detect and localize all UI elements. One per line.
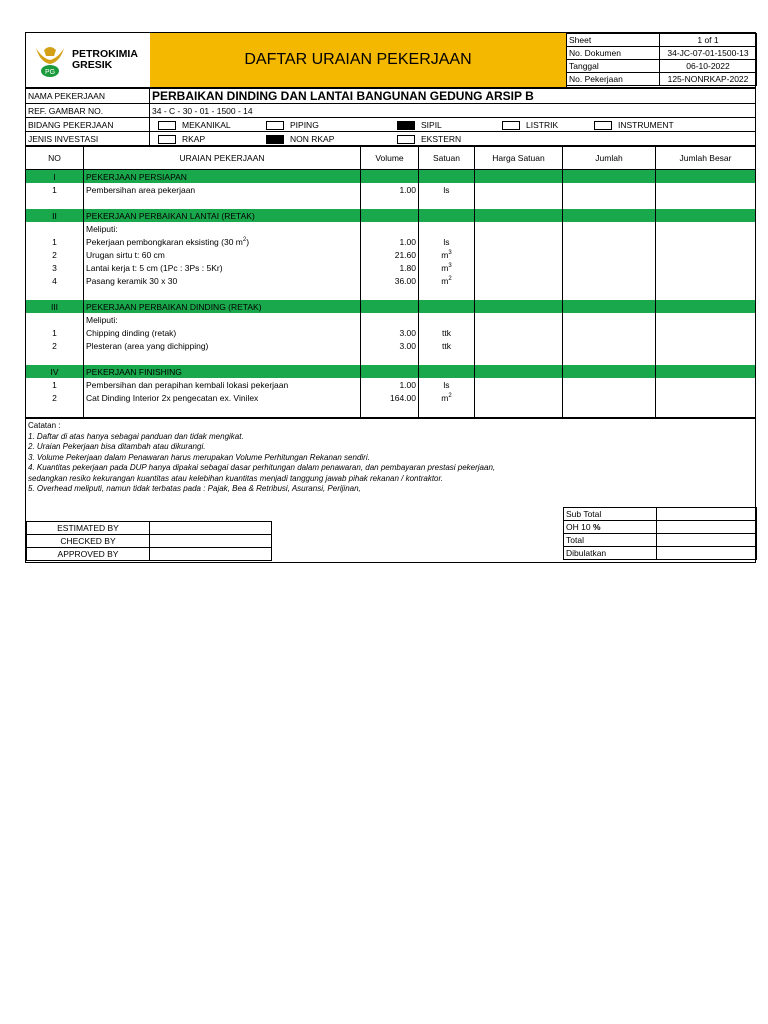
meliputi-label: Meliputi: (84, 222, 361, 235)
item-no: 1 (26, 235, 84, 248)
item-desc: Pekerjaan pembongkaran eksisting (30 $m^2$) (84, 235, 361, 248)
nama-value: PERBAIKAN DINDING DAN LANTAI BANGUNAN GEDUNG ARSIP B (150, 89, 756, 104)
checked-by-label: CHECKED BY (27, 535, 150, 548)
item-volume: 1.00 (361, 378, 419, 391)
item-desc: Urugan sirtu t: 60 cm (84, 248, 361, 261)
checkbox-piping[interactable]: PIPING (266, 120, 319, 130)
note-line: 5. Overhead meliputi, namun tidak terbatas pada : Pajak, Bea & Retribusi, Asuransi, Perijinan, (28, 484, 361, 493)
nama-label: NAMA PEKERJAAN (26, 89, 150, 104)
col-volume: Volume (361, 147, 419, 170)
notes-title: Catatan : (28, 421, 61, 430)
meta-value: 1 of 1 (660, 34, 757, 47)
section-title: PEKERJAAN FINISHING (84, 365, 361, 378)
blank-row (26, 196, 756, 209)
company-name-line2: GRESIK (72, 59, 113, 71)
total-value (657, 534, 757, 547)
col-harga-satuan: Harga Satuan (475, 147, 563, 170)
section-no: II (26, 209, 84, 222)
checkbox-sipil[interactable]: SIPIL (397, 120, 442, 130)
blank-row (26, 404, 756, 418)
item-no: 4 (26, 274, 84, 287)
meta-value: 34-JC-07-01-1500-13 (660, 47, 757, 60)
totals-table (563, 507, 757, 560)
col-uraian: URAIAN PEKERJAAN (84, 147, 361, 170)
work-items-table (25, 146, 756, 418)
table-row (26, 378, 756, 391)
item-desc: Cat Dinding Interior 2x pengecatan ex. Vinilex (84, 391, 361, 404)
section-no: III (26, 300, 84, 313)
item-unit: $m^2$ (419, 274, 475, 287)
checkbox-rkap[interactable]: RKAP (158, 134, 205, 144)
estimated-by-field[interactable] (150, 522, 272, 535)
checkbox-instrument[interactable]: INSTRUMENT (594, 120, 674, 130)
section-title: PEKERJAAN PERSIAPAN (84, 170, 361, 184)
meta-row-pekerjaan (567, 73, 757, 86)
item-unit: ls (419, 235, 475, 248)
meta-value: 06-10-2022 (660, 60, 757, 73)
item-no: 2 (26, 339, 84, 352)
item-volume: 1.00 (361, 183, 419, 196)
table-header-row (26, 147, 756, 170)
meliputi-row (26, 222, 756, 235)
checkbox-mekanikal[interactable]: MEKANIKAL (158, 120, 231, 130)
meta-label: Sheet (567, 34, 660, 47)
item-desc: Pasang keramik 30 x 30 (84, 274, 361, 287)
blank-row (26, 352, 756, 365)
meta-label: No. Pekerjaan (567, 73, 660, 86)
meliputi-row (26, 313, 756, 326)
document-sheet (25, 32, 756, 563)
item-unit: ttk (419, 339, 475, 352)
item-no: 1 (26, 378, 84, 391)
item-unit: ls (419, 378, 475, 391)
table-row (26, 248, 756, 261)
col-jumlah-besar: Jumlah Besar (656, 147, 756, 170)
notes-footer (25, 418, 756, 563)
sub-total-value (657, 508, 757, 521)
oh-label: OH 10 % (564, 521, 657, 534)
note-line: 2. Uraian Pekerjaan bisa ditambah atau dikurangi. (28, 442, 206, 451)
item-unit: $m^3$ (419, 261, 475, 274)
item-no: 1 (26, 183, 84, 196)
meta-label: No. Dokumen (567, 47, 660, 60)
checked-by-field[interactable] (150, 535, 272, 548)
meta-row-tanggal (567, 60, 757, 73)
table-row (26, 274, 756, 287)
table-row (26, 235, 756, 248)
item-desc: Plesteran (area yang dichipping) (84, 339, 361, 352)
job-info-table (25, 88, 756, 146)
dibulatkan-label: Dibulatkan (564, 547, 657, 560)
section-row (26, 365, 756, 378)
item-volume: 36.00 (361, 274, 419, 287)
item-volume: 1.00 (361, 235, 419, 248)
company-name-line1: PETROKIMIA (72, 48, 138, 60)
table-row (26, 261, 756, 274)
ref-label: REF. GAMBAR NO. (26, 104, 150, 118)
checkbox-listrik[interactable]: LISTRIK (502, 120, 558, 130)
table-row (26, 339, 756, 352)
document-header (25, 32, 756, 88)
col-no: NO (26, 147, 84, 170)
total-label: Total (564, 534, 657, 547)
item-no: 2 (26, 248, 84, 261)
note-line: 3. Volume Pekerjaan dalam Penawaran harus merupakan Volume Perhitungan Rekanan sendiri. (28, 452, 370, 462)
item-desc: Lantai kerja t: 5 cm (1Pc : 3Ps : 5Kr) (84, 261, 361, 274)
approved-by-label: APPROVED BY (27, 548, 150, 561)
item-volume: 3.00 (361, 339, 419, 352)
table-row (26, 183, 756, 196)
bidang-options (150, 118, 756, 132)
item-desc: Pembersihan dan perapihan kembali lokasi pekerjaan (84, 378, 361, 391)
meliputi-label: Meliputi: (84, 313, 361, 326)
sub-total-label: Sub Total (564, 508, 657, 521)
col-jumlah: Jumlah (563, 147, 656, 170)
table-row (26, 391, 756, 404)
item-unit: $m^2$ (419, 391, 475, 404)
section-row (26, 209, 756, 222)
oh-value (657, 521, 757, 534)
approved-by-field[interactable] (150, 548, 272, 561)
item-volume: 164.00 (361, 391, 419, 404)
meta-row-dokumen (567, 47, 757, 60)
company-logo-block (26, 33, 151, 87)
item-unit: ttk (419, 326, 475, 339)
estimated-by-label: ESTIMATED BY (27, 522, 150, 535)
item-unit: ls (419, 183, 475, 196)
jenis-label: JENIS INVESTASI (26, 132, 150, 146)
notes-text (28, 421, 498, 495)
document-title: DAFTAR URAIAN PEKERJAAN (150, 33, 567, 87)
item-no: 2 (26, 391, 84, 404)
checkbox-ekstern[interactable]: EKSTERN (397, 134, 461, 144)
meta-row-sheet (567, 34, 757, 47)
note-line: 1. Daftar di atas hanya sebagai panduan dan tidak mengikat. (28, 431, 244, 441)
table-row (26, 326, 756, 339)
item-unit: $m^3$ (419, 248, 475, 261)
jenis-options (150, 132, 756, 146)
note-line: 4. Kuantitas pekerjaan pada DUP hanya dipakai sebagai dasar perhitungan dalam penawaran, dan pembayaran prestasi pekerjaan, sedangkan resiko kekurangan kuantitas atau kelebihan kuantitas menjadi tanggung jawab pihak rekanan / kontraktor. (28, 463, 496, 483)
item-no: 3 (26, 261, 84, 274)
blank-row (26, 287, 756, 300)
item-volume: 1.80 (361, 261, 419, 274)
document-meta (566, 33, 757, 87)
ref-value: 34 - C - 30 - 01 - 1500 - 14 (150, 104, 756, 118)
item-desc: Chipping dinding (retak) (84, 326, 361, 339)
section-title: PEKERJAAN PERBAIKAN DINDING (RETAK) (84, 300, 361, 313)
item-volume: 21.60 (361, 248, 419, 261)
section-title: PEKERJAAN PERBAIKAN LANTAI (RETAK) (84, 209, 361, 222)
petrokimia-logo-icon (30, 40, 70, 80)
section-no: IV (26, 365, 84, 378)
col-satuan: Satuan (419, 147, 475, 170)
meta-value: 125-NONRKAP-2022 (660, 73, 757, 86)
item-desc: Pembersihan area pekerjaan (84, 183, 361, 196)
section-row (26, 300, 756, 313)
item-volume: 3.00 (361, 326, 419, 339)
meta-label: Tanggal (567, 60, 660, 73)
checkbox-non-rkap[interactable]: NON RKAP (266, 134, 334, 144)
bidang-label: BIDANG PEKERJAAN (26, 118, 150, 132)
section-no: I (26, 170, 84, 184)
dibulatkan-value (657, 547, 757, 560)
signature-table (26, 521, 272, 561)
logo-letters: PG (44, 69, 56, 76)
section-row (26, 170, 756, 184)
item-no: 1 (26, 326, 84, 339)
